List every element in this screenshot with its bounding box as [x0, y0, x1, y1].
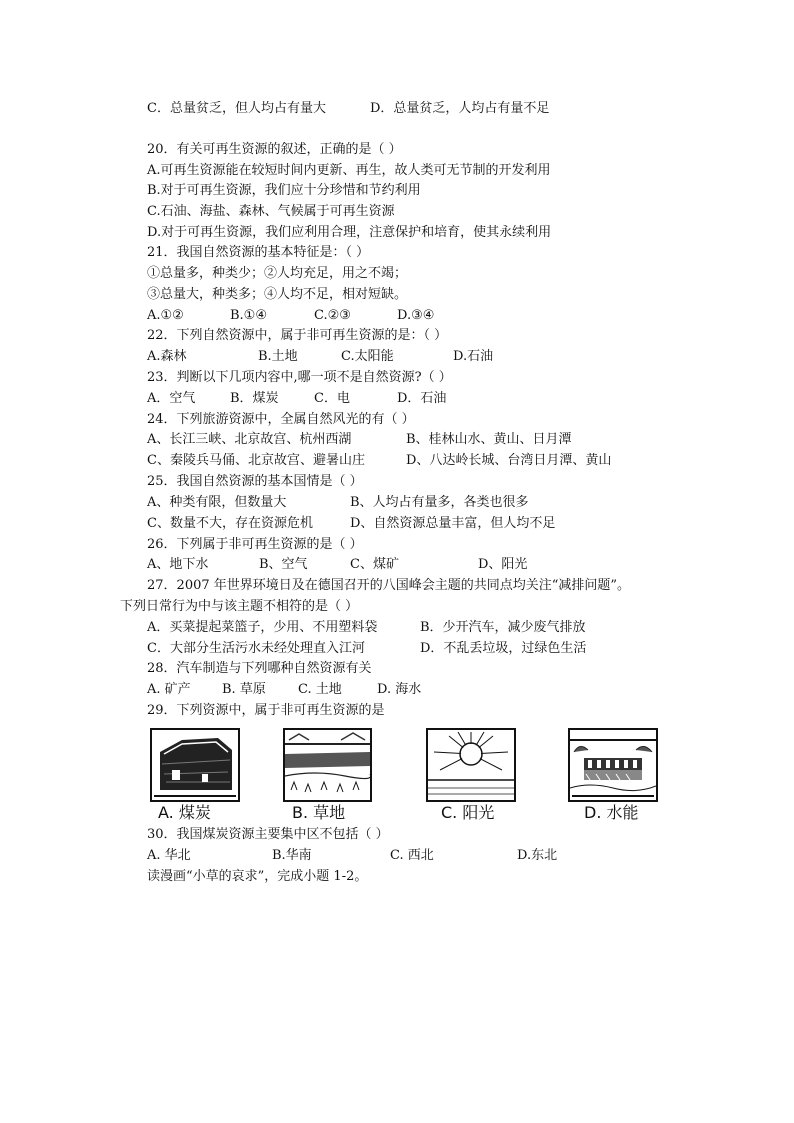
option-d-hydropower-caption: D. 水能 [584, 803, 639, 822]
q21-stem: 21．我国自然资源的基本特征是：（ ） [147, 245, 370, 260]
q27-option-d: D．不乱丢垃圾，过绿色生活 [420, 641, 587, 656]
q23-option-a: A．空气 [147, 391, 196, 406]
coal-picture [150, 728, 240, 802]
q28-stem: 28．汽车制造与下列哪种自然资源有关 [147, 661, 372, 676]
q28-option-c: C. 土地 [298, 682, 342, 697]
q25-option-c: C、数量不大，存在资源危机 [147, 516, 313, 531]
q22-option-a: A.森林 [147, 349, 187, 364]
sunlight-picture [426, 728, 516, 802]
q28-option-b: B. 草原 [222, 682, 266, 697]
sun-icon [428, 730, 514, 800]
q25-stem: 25．我国自然资源的基本国情是（ ） [147, 474, 363, 489]
q25-option-b: B、人均占有量多，各类也很多 [350, 495, 529, 510]
q26-option-a: A、地下水 [147, 557, 209, 572]
q23-stem: 23．判断以下几项内容中,哪一项不是自然资源?（ ） [147, 370, 452, 385]
q24-option-d: D、八达岭长城、台湾日月潭、黄山 [406, 453, 612, 468]
q24-option-c: C、秦陵兵马俑、北京故宫、避暑山庄 [147, 453, 365, 468]
q27-option-b: B．少开汽车，减少废气排放 [420, 620, 586, 635]
q27-stem-line2: 下列日常行为中与该主题不相符的是（ ） [120, 599, 359, 614]
q27-stem-line1: 27．2007 年世界环境日及在德国召开的八国峰会主题的共同点均关注“减排问题”。 [147, 578, 631, 593]
q22-option-c: C.太阳能 [341, 349, 394, 364]
grassland-picture [283, 728, 372, 802]
q21-option-c: C.②③ [314, 308, 351, 323]
q21-statement-1: ①总量多，种类少；②人均充足，用之不竭； [147, 266, 408, 281]
q23-option-c: C．电 [314, 391, 350, 406]
q30-stem: 30．我国煤炭资源主要集中区不包括（ ） [147, 827, 389, 842]
q20-option-d: D.对于可再生资源，我们应利用合理，注意保护和培育，使其永续利用 [147, 225, 552, 240]
q20-option-b: B.对于可再生资源，我们应十分珍惜和节约利用 [147, 183, 421, 198]
q29-stem: 29．下列资源中，属于非可再生资源的是 [147, 703, 385, 718]
q23-option-d: D．石油 [397, 391, 447, 406]
q26-option-d: D、阳光 [478, 557, 528, 572]
q27-option-a: A．买菜提起菜篮子，少用、不用塑料袋 [147, 620, 378, 635]
option-c-sunlight-caption: C. 阳光 [441, 803, 495, 822]
q26-option-c: C、煤矿 [350, 557, 399, 572]
q21-option-d: D.③④ [397, 308, 435, 323]
q21-option-b: B.①④ [230, 308, 267, 323]
dam-icon [570, 730, 656, 800]
grassland-icon [285, 730, 370, 800]
q19-option-d: D．总量贫乏，人均占有量不足 [370, 101, 550, 116]
q30-option-d: D.东北 [517, 848, 558, 863]
q21-option-a: A.①② [147, 308, 184, 323]
q21-statement-2: ③总量大，种类多；④人均不足，相对短缺。 [147, 287, 408, 302]
q20-option-a: A.可再生资源能在较短时间内更新、再生，故人类可无节制的开发利用 [147, 163, 551, 178]
q19-option-c: C．总量贫乏，但人均占有量大 [147, 101, 326, 116]
q20-stem: 20．有关可再生资源的叙述，正确的是（ ） [147, 142, 402, 157]
q28-option-a: A. 矿产 [147, 682, 191, 697]
q25-option-a: A、种类有限，但数量大 [147, 495, 287, 510]
q25-option-d: D、自然资源总量丰富，但人均不足 [350, 516, 556, 531]
q30-option-c: C. 西北 [390, 848, 434, 863]
q30-option-b: B.华南 [272, 848, 312, 863]
q22-stem: 22．下列自然资源中，属于非可再生资源的是：（ ） [147, 328, 448, 343]
q22-option-d: D.石油 [453, 349, 494, 364]
q24-option-b: B、桂林山水、黄山、日月潭 [406, 432, 572, 447]
q27-option-c: C．大部分生活污水未经处理直入江河 [147, 641, 365, 656]
q26-option-b: B、空气 [259, 557, 308, 572]
q22-option-b: B.土地 [258, 349, 298, 364]
q23-option-b: B．煤炭 [230, 391, 279, 406]
q28-option-d: D. 海水 [377, 682, 422, 697]
coal-pile-icon [152, 730, 238, 800]
reading-instruction: 读漫画“小草的哀求”，完成小题 1-2。 [147, 869, 368, 884]
hydropower-picture [568, 728, 658, 802]
q20-option-c: C.石油、海盐、森林、气候属于可再生资源 [147, 204, 395, 219]
q30-option-a: A. 华北 [147, 848, 191, 863]
option-b-grassland-caption: B. 草地 [292, 803, 346, 822]
q26-stem: 26．下列属于非可再生资源的是（ ） [147, 537, 363, 552]
q24-option-a: A、长江三峡、北京故宫、杭州西湖 [147, 432, 352, 447]
option-a-coal-caption: A. 煤炭 [158, 803, 211, 822]
q24-stem: 24．下列旅游资源中，全属自然风光的有（ ） [147, 412, 415, 427]
